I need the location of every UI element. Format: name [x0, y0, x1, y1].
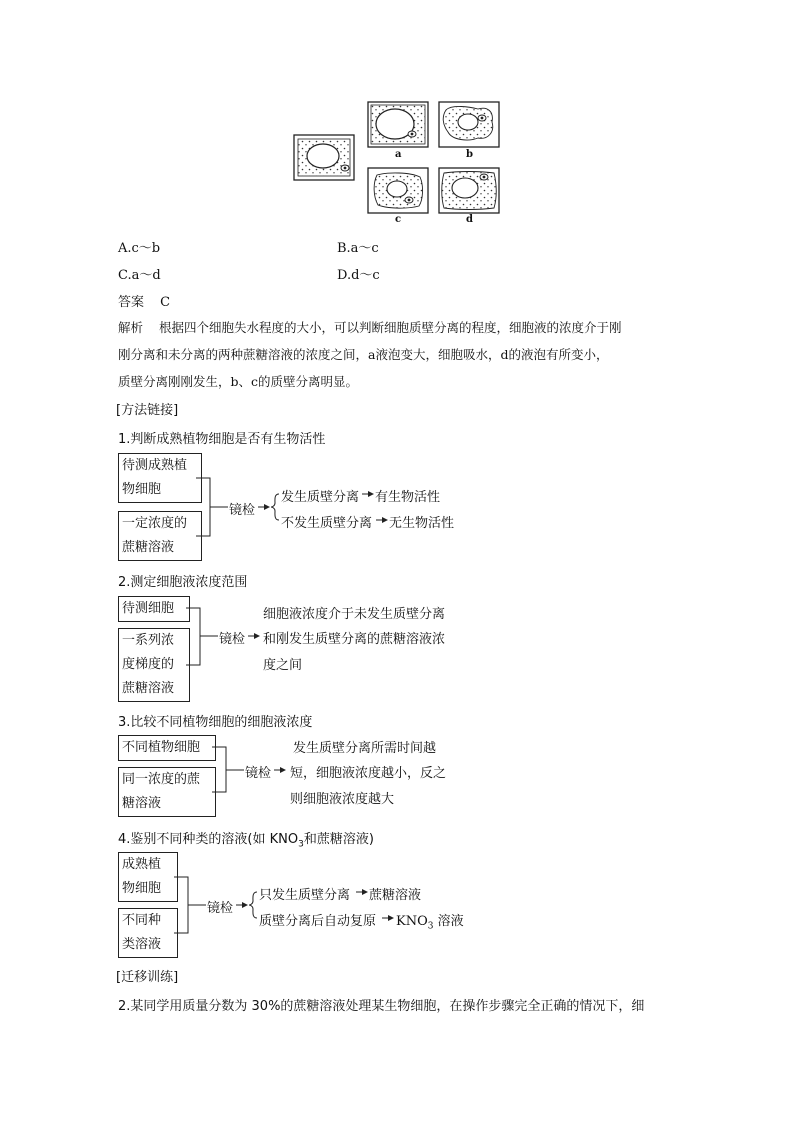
s1-out1: 发生质壁分离 — [281, 490, 360, 505]
s1-box-cell-line2: 物细胞 — [122, 482, 162, 497]
s3-res-line3: 则细胞液浓度越大 — [290, 792, 395, 807]
s2-check: 镜检 — [219, 632, 246, 647]
s4-box-cell-line2: 物细胞 — [122, 881, 162, 896]
s1-res1: 有生物活性 — [375, 490, 441, 505]
s4-box-solution-line2: 类溶液 — [122, 937, 162, 952]
plant-cell-figure — [0, 0, 794, 240]
s3-box-cell — [118, 735, 216, 761]
s4-res1: 蔗糖溶液 — [369, 888, 422, 903]
label-b: b — [466, 149, 473, 160]
s4-title-pre: 4.鉴别不同种类的溶液(如 KNO — [118, 832, 299, 847]
s4-title-sub: 3 — [298, 839, 304, 850]
section-4-title — [118, 828, 374, 850]
s1-box-cell — [118, 453, 202, 503]
cell-b — [439, 102, 499, 147]
section-1-title: 1.判断成熟植物细胞是否有生物活性 — [118, 432, 326, 447]
s4-out1: 只发生质壁分离 — [259, 888, 351, 903]
s3-check: 镜检 — [245, 766, 272, 781]
section-3-title: 3.比较不同植物细胞的细胞液浓度 — [118, 715, 313, 730]
s4-out2: 质壁分离后自动复原 — [259, 914, 377, 929]
analysis-text-1: 根据四个细胞失水程度的大小，可以判断细胞质壁分离的程度，细胞液的浓度介于刚 — [159, 320, 622, 335]
s4-check: 镜检 — [207, 901, 234, 916]
s3-res-line1: 发生质壁分离所需时间越 — [293, 741, 437, 756]
s2-box-cell-line1: 待测细胞 — [122, 601, 175, 616]
answer-line — [118, 291, 170, 310]
s1-box-cell-line1: 待测成熟植 — [122, 458, 188, 473]
answer-value: C — [160, 295, 171, 310]
method-heading: [方法链接] — [116, 403, 179, 418]
s4-res2-post: 溶液 — [433, 914, 464, 929]
s4-res2-pre: KNO — [396, 914, 428, 929]
s1-box-solution-line2: 蔗糖溶液 — [122, 540, 175, 555]
s2-box-solution-line1: 一系列浓 — [122, 633, 175, 648]
s3-box-cell-line1: 不同植物细胞 — [122, 740, 201, 755]
cell-a — [368, 102, 428, 147]
analysis-label: 解析 — [118, 320, 144, 335]
s3-box-solution-line2: 糖溶液 — [122, 796, 162, 811]
analysis-text-3: 质壁分离刚刚发生，b、c的质壁分离明显。 — [118, 374, 359, 389]
s1-res2: 无生物活性 — [389, 516, 455, 531]
s4-box-cell-line1: 成熟植 — [122, 857, 162, 872]
s2-res-line2: 和刚发生质壁分离的蔗糖溶液浓 — [263, 632, 446, 647]
s1-box-solution-line1: 一定浓度的 — [122, 516, 188, 531]
s3-box-solution-line1: 同一浓度的蔗 — [122, 772, 201, 787]
option-d: D.d～c — [337, 268, 380, 283]
question-2: 2.某同学用质量分数为 30%的蔗糖溶液处理某生物细胞，在操作步骤完全正确的情况下，细 — [118, 999, 645, 1014]
s3-res-line2: 短，细胞液浓度越小，反之 — [290, 766, 447, 781]
cell-original — [294, 135, 354, 180]
option-a: A.c～b — [118, 241, 161, 256]
s4-res2-sub: 3 — [427, 921, 434, 932]
s3-box-solution — [118, 767, 216, 817]
s4-res2 — [396, 910, 464, 932]
s4-box-solution-line1: 不同种 — [122, 913, 162, 928]
s2-res-line1: 细胞液浓度介于未发生质壁分离 — [263, 607, 446, 622]
transfer-heading: [迁移训练] — [116, 970, 179, 985]
cell-d — [439, 168, 499, 213]
s2-res-line3: 度之间 — [263, 658, 303, 673]
s2-box-cell — [118, 596, 190, 622]
s1-box-solution — [118, 511, 202, 561]
s2-box-solution — [118, 628, 190, 702]
s1-check: 镜检 — [229, 503, 256, 518]
s2-box-solution-line3: 蔗糖溶液 — [122, 681, 175, 696]
s1-out2: 不发生质壁分离 — [281, 516, 373, 531]
label-c: c — [395, 214, 402, 225]
label-d: d — [466, 214, 473, 225]
s2-box-solution-line2: 度梯度的 — [122, 657, 175, 672]
option-c: C.a～d — [118, 268, 161, 283]
option-b: B.a～c — [337, 241, 379, 256]
cell-c — [368, 168, 428, 213]
section-2-title: 2.测定细胞液浓度范围 — [118, 575, 248, 590]
analysis-line-1 — [118, 318, 622, 336]
answer-label: 答案 — [118, 295, 145, 310]
s4-box-cell — [118, 852, 178, 902]
analysis-text-2: 刚分离和未分离的两种蔗糖溶液的浓度之间，a液泡变大，细胞吸水，d的液泡有所变小， — [118, 347, 609, 362]
s4-title-post: 和蔗糖溶液) — [303, 832, 374, 847]
label-a: a — [395, 149, 402, 160]
s4-box-solution — [118, 908, 178, 958]
